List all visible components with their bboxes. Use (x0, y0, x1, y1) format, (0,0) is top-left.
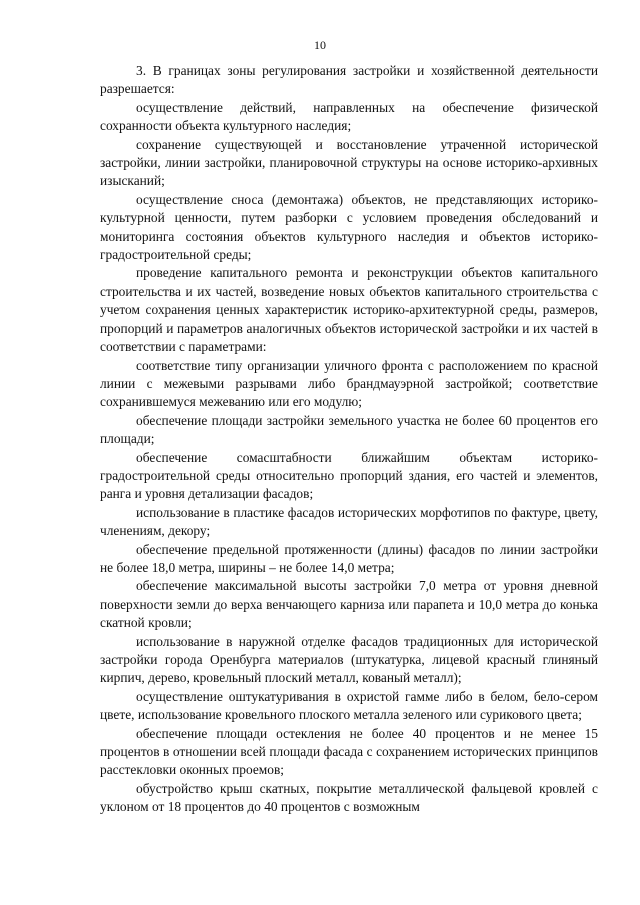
paragraph-plastering: осуществление оштукатуривания в охристой гамме либо в белом, бело-сером цвете, использование кровельного плоского металла зеленого или сурикового цвета; (100, 688, 598, 723)
paragraph-restoration: сохранение существующей и восстановление утраченной исторической застройки, линии застройки, планировочной структуры на основе историко-архивных изысканий; (100, 136, 598, 189)
paragraph-glazing: обеспечение площади остекления не более 40 процентов и не менее 15 процентов в отношении всей площади фасада с сохранением исторических принципов расстекловки оконных проемов; (100, 725, 598, 778)
paragraph-item-3: 3. В границах зоны регулирования застройки и хозяйственной деятельности разрешается: (100, 63, 598, 97)
paragraph-roofs: обустройство крыш скатных, покрытие металлической фальцевой кровлей с уклоном от 18 процентов до 40 процентов с возможным (100, 780, 598, 815)
paragraph-capital-repair: проведение капитального ремонта и реконструкции объектов капитального строительства и их частей, возведение новых объектов капитального строительства с учетом сохранения ценных характеристик историко-архитектурной среды, размеров, пропорций и параметров аналогичных объектов исторической застройки и их частей в соответствии с параметрами: (100, 265, 598, 355)
page-number: 10 (314, 38, 326, 52)
paragraph-facade-plastic: использование в пластике фасадов исторических морфотипов по фактуре, цвету, членениям, декору; (100, 504, 598, 539)
paragraph-facade-length: обеспечение предельной протяженности (длины) фасадов по линии застройки не более 18,0 метра, ширины – не более 14,0 метра; (100, 541, 598, 575)
paragraph-scale: обеспечение сомасштабности ближайшим объектам историко-градостроительной среды относительно пропорций здания, его частей и элементов, ранга и уровня детализации фасадов; (100, 449, 598, 502)
paragraph-materials: использование в наружной отделке фасадов традиционных для исторической застройки города Оренбурга материалов (штукатурка, лицевой красный глиняный кирпич, дерево, кровельный плоский металл, кованый металл); (100, 633, 598, 686)
document-body (100, 62, 598, 817)
paragraph-street-front: соответствие типу организации уличного фронта с расположением по красной линии с межевыми разрывами либо брандмауэрной застройкой; соответствие сохранившемуся межеванию или его модулю; (100, 357, 598, 410)
paragraph-building-area: обеспечение площади застройки земельного участка не более 60 процентов его площади; (100, 412, 598, 447)
paragraph-demolition: осуществление сноса (демонтажа) объектов, не представляющих историко-культурной ценности, путем разборки с условием проведения обследований и мониторинга состояния объектов культурного наследия и объектов историко-градостроительной среды; (100, 191, 598, 263)
paragraph-physical-preservation: осуществление действий, направленных на обеспечение физической сохранности объекта культурного наследия; (100, 99, 598, 134)
paragraph-max-height: обеспечение максимальной высоты застройки 7,0 метра от уровня дневной поверхности земли до верха венчающего карниза или парапета и 10,0 метра до конька скатной кровли; (100, 578, 598, 631)
